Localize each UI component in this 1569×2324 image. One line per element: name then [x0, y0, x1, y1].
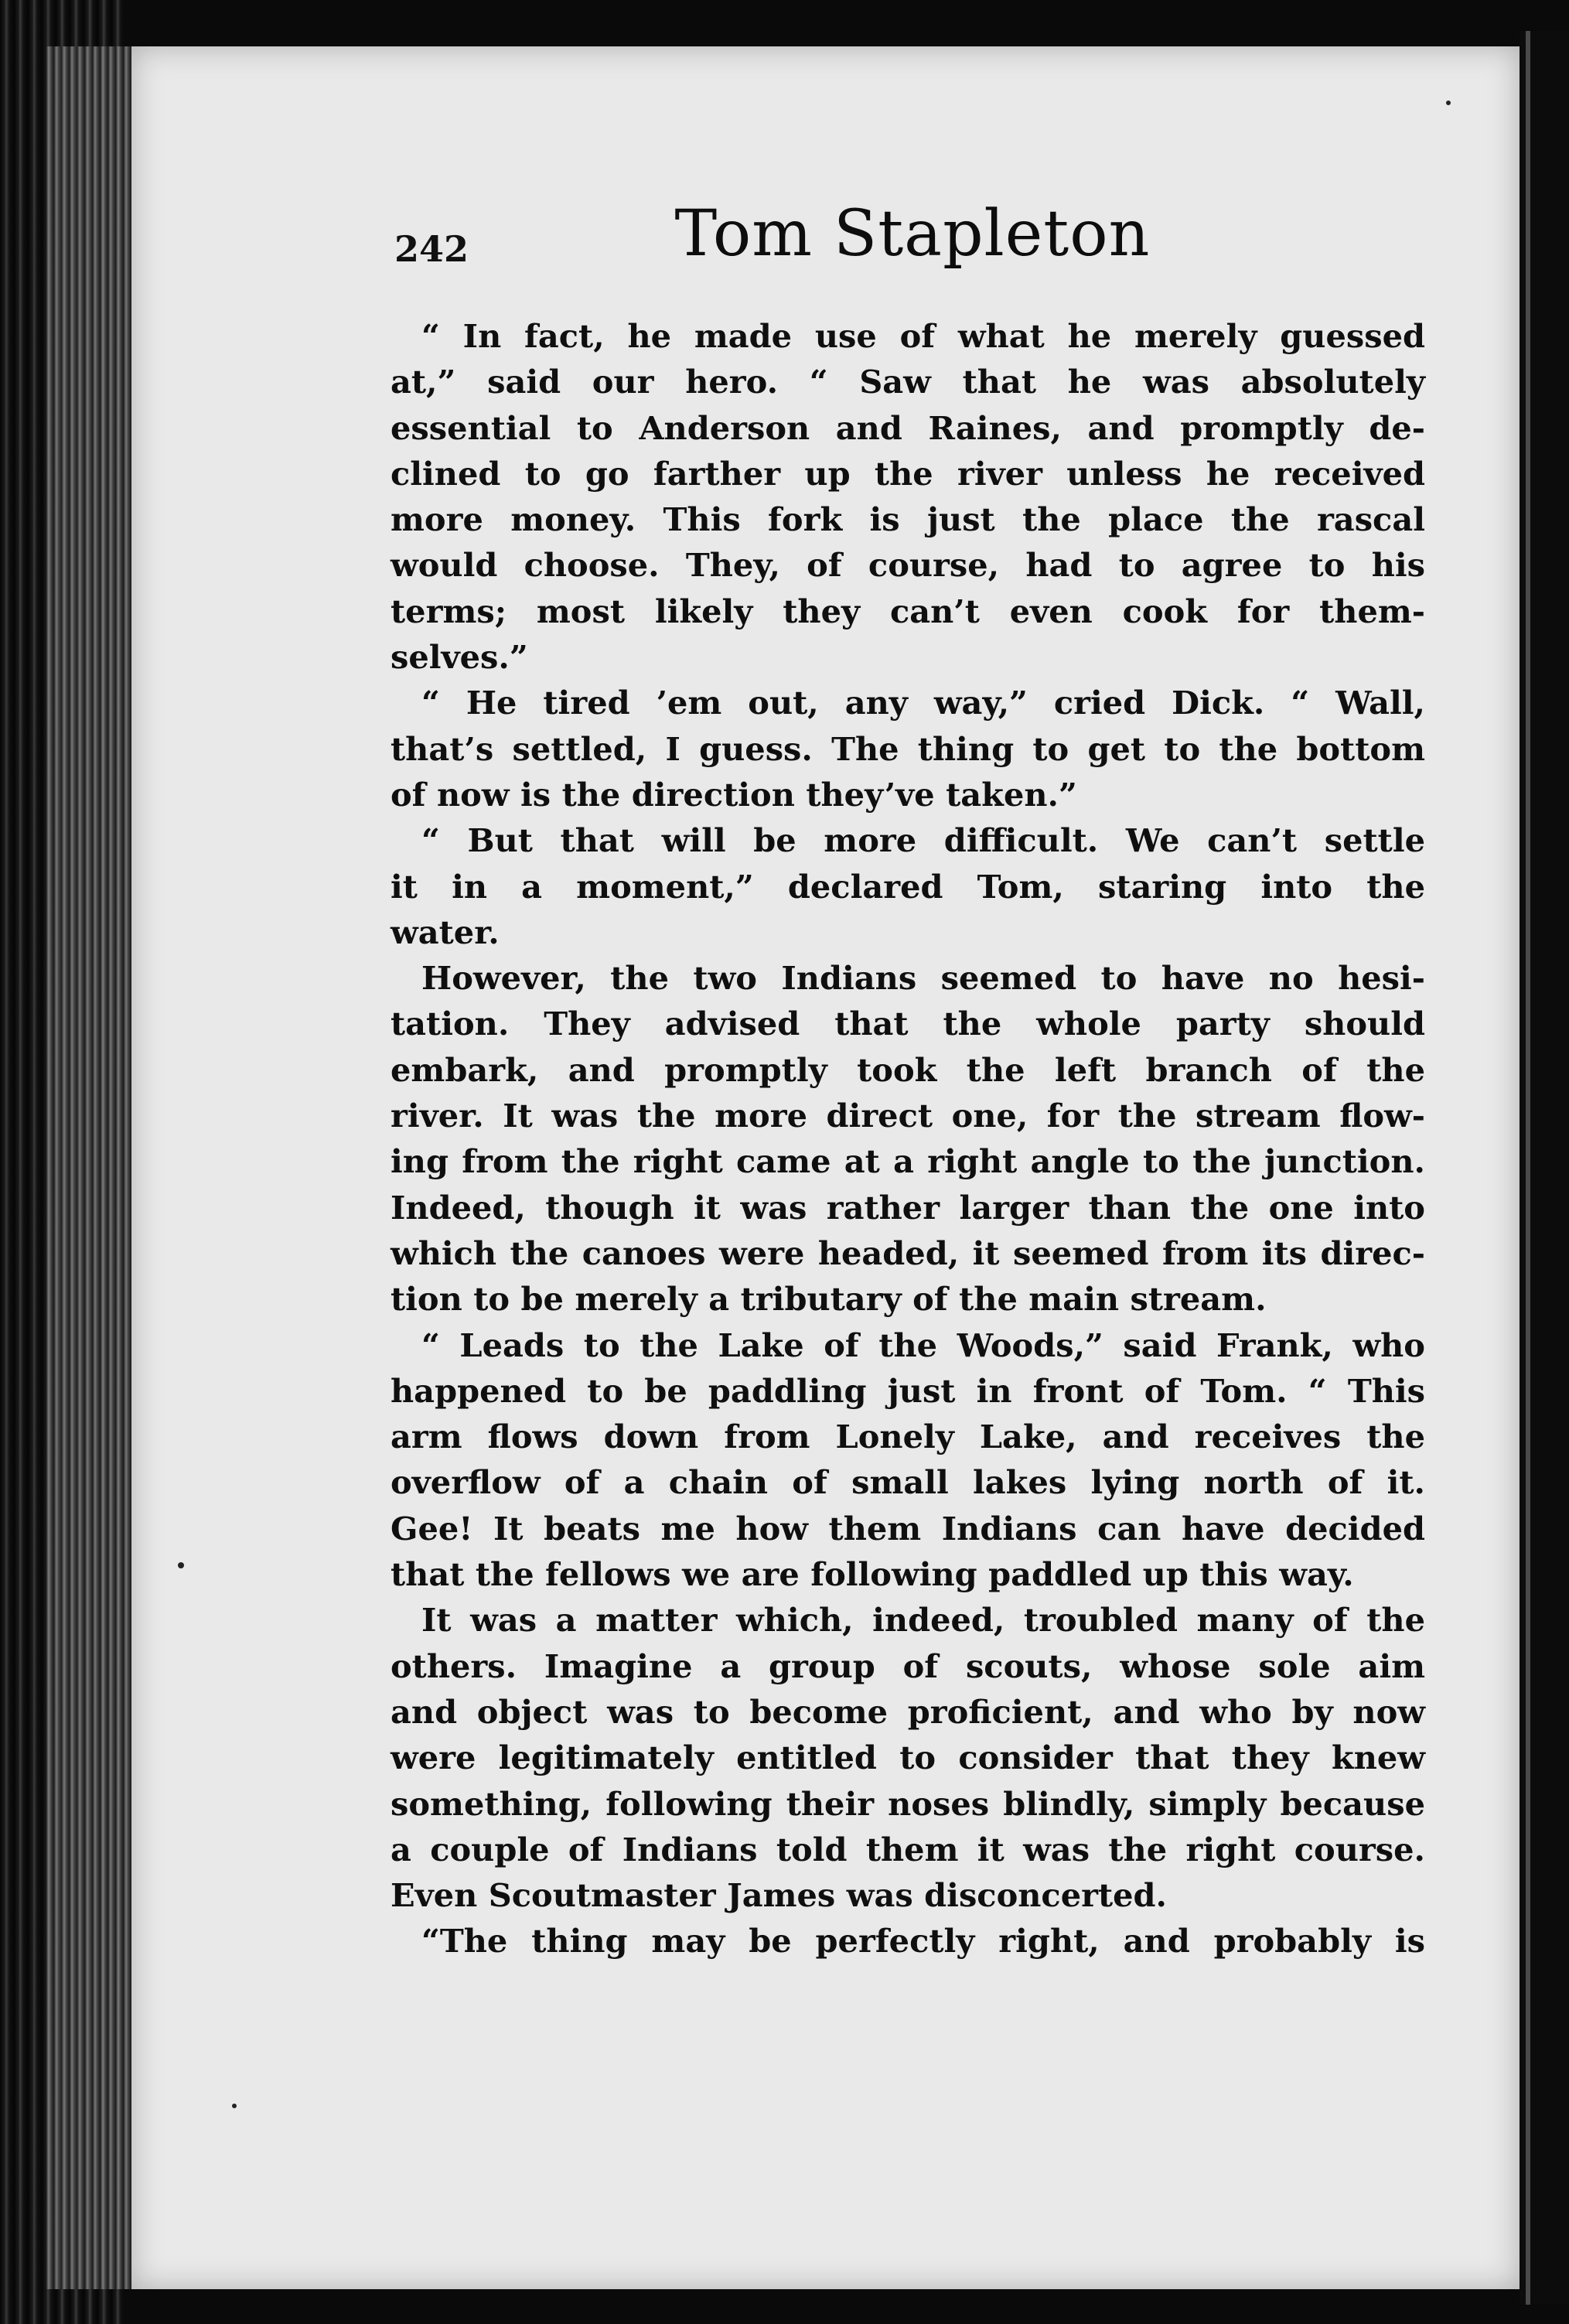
text-line: would choose. They, of course, had to agree to his	[391, 546, 1425, 585]
text-line: “ But that will be more difficult. We can’t settle	[421, 821, 1425, 860]
text-line: ing from the right came at a right angle to the junction.	[391, 1142, 1425, 1181]
text-line: river. It was the more direct one, for the stream flow-	[391, 1097, 1425, 1135]
text-line: It was a matter which, indeed, troubled many of the	[421, 1601, 1425, 1640]
text-line: However, the two Indians seemed to have no hesi-	[421, 959, 1425, 998]
text-line: “ In fact, he made use of what he merely guessed	[421, 317, 1425, 355]
page-header	[394, 197, 1431, 282]
text-line: “ He tired ’em out, any way,” cried Dick. “ Wall,	[421, 684, 1425, 722]
text-line: something, following their noses blindly, simply because	[391, 1784, 1425, 1823]
text-line: it in a moment,” declared Tom, staring into the	[391, 867, 1425, 906]
text-line: others. Imagine a group of scouts, whose sole aim	[391, 1647, 1425, 1685]
text-line: embark, and promptly took the left branch of the	[391, 1050, 1425, 1089]
text-line: more money. This fork is just the place the rascal	[391, 500, 1425, 539]
text-line: that the fellows we are following paddled up this way.	[391, 1555, 1354, 1594]
text-line: water.	[391, 913, 500, 951]
speck-mark	[232, 2104, 237, 2108]
text-line: terms; most likely they can’t even cook for them-	[391, 592, 1425, 630]
text-line: arm flows down from Lonely Lake, and receives the	[391, 1418, 1425, 1456]
text-line: clined to go farther up the river unless he received	[391, 454, 1425, 493]
speck-mark	[178, 1562, 184, 1568]
text-line: selves.”	[391, 638, 528, 677]
body-text	[391, 313, 1425, 1964]
film-border-right	[1520, 31, 1569, 2305]
speck-mark	[1446, 101, 1451, 105]
text-line: essential to Anderson and Raines, and promptly de-	[391, 408, 1425, 447]
text-line: a couple of Indians told them it was the right course.	[391, 1830, 1425, 1868]
text-line: “The thing may be perfectly right, and probably is	[421, 1922, 1425, 1961]
running-title: Tom Stapleton	[674, 197, 1151, 271]
text-line: of now is the direction they’ve taken.”	[391, 775, 1077, 814]
text-line: and object was to become proficient, and who by now	[391, 1692, 1425, 1731]
text-line: overflow of a chain of small lakes lying north of it.	[391, 1463, 1425, 1502]
text-line: happened to be paddling just in front of Tom. “ This	[391, 1371, 1425, 1410]
text-line: tion to be merely a tributary of the main stream.	[391, 1280, 1267, 1319]
text-line: Gee! It beats me how them Indians can have decided	[391, 1509, 1425, 1548]
page-number: 242	[394, 228, 469, 270]
text-line: tation. They advised that the whole party should	[391, 1005, 1425, 1043]
text-line: “ Leads to the Lake of the Woods,” said Frank, who	[421, 1326, 1425, 1364]
text-line: at,” said our hero. “ Saw that he was absolutely	[391, 363, 1425, 401]
text-line: that’s settled, I guess. The thing to get to the bottom	[391, 729, 1425, 768]
book-page-edges	[46, 46, 139, 2289]
text-line: Indeed, though it was rather larger than the one into	[391, 1188, 1425, 1227]
text-line: which the canoes were headed, it seemed from its direc-	[391, 1234, 1425, 1272]
text-line: Even Scoutmaster James was disconcerted.	[391, 1876, 1168, 1915]
text-line: were legitimately entitled to consider that they knew	[391, 1739, 1425, 1777]
